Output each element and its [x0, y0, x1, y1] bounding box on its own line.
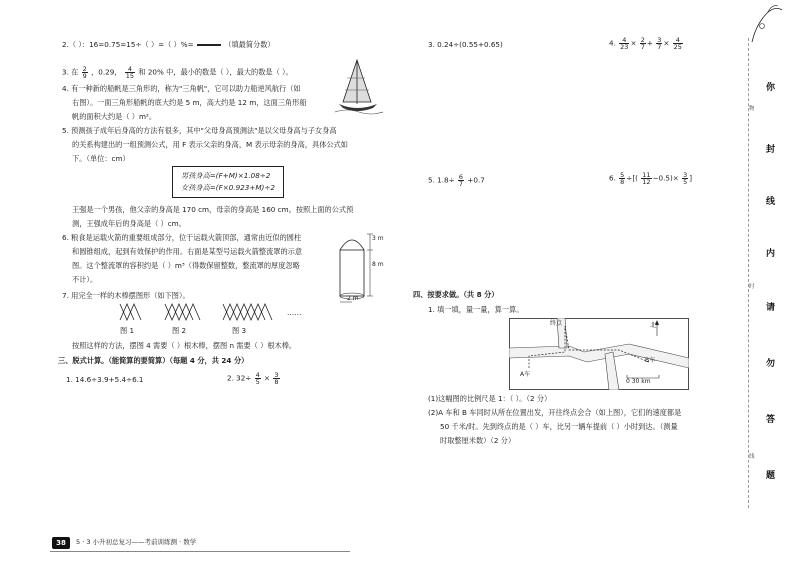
margin-char-6: 勿 — [766, 359, 776, 369]
dim-mid: 8 m — [372, 261, 384, 268]
fig3-label: 图 3 — [232, 326, 247, 335]
section4-heading: 四、按要求做。（共 8 分） — [413, 290, 499, 299]
margin-char-2: 封 — [766, 145, 776, 155]
fig1-label: 图 1 — [120, 326, 135, 335]
map-north-label: 北 — [650, 322, 657, 329]
calc4: 4. $\frac{4}{23}$ × $\frac{2}{7}$ + $\frac{3}{7}$ × $\frac{4}{25}$ — [609, 36, 682, 51]
margin-char-3: 线 — [766, 197, 776, 207]
girl-formula: 女孩身高=(F×0.923+M)÷2 — [181, 183, 275, 192]
q2: 2.（ ）：16=0.75=15÷（ ）=（ ）%= （填最简分数） — [62, 40, 275, 49]
q6-line4: 不计）。 — [72, 275, 98, 284]
calc6: 6. $\frac{5}{8}$ ÷[( $\frac{11}{12}$ −0.5)× $\frac{3}{5}$ ] — [609, 171, 693, 186]
sailboat-illustration — [335, 58, 383, 118]
map-scale-label: 0 30 km — [626, 378, 651, 385]
height-formula-box — [172, 166, 284, 198]
margin-small-2: 时 — [749, 284, 755, 290]
q4-line3: 帆的面积大约是（ ）m²。 — [72, 112, 157, 121]
s4-q2-line1: (2)A 车和 B 车同时从所在位置出发，开往终点会合（如上图），它们的速度都是 — [428, 408, 682, 417]
dim-top: 3 m — [372, 235, 384, 242]
map-end-label: 终点 — [550, 320, 563, 327]
figure-ellipsis: …… — [287, 308, 302, 317]
margin-char-1: 你 — [766, 83, 776, 93]
q5-line3: 下。（单位：cm） — [72, 154, 130, 163]
dim-bot: 2 m — [347, 295, 359, 302]
q7-line1: 7. 用完全一样的木棒摆图形（如下图）。 — [62, 291, 190, 300]
plant-ornament — [742, 4, 788, 44]
section3-heading: 三、脱式计算。（能简算的要简算）（每题 4 分，共 24 分） — [58, 356, 249, 365]
q6-line1: 6. 粮食是运载火箭的重要组成部分，位于运载火箭顶部，通常由近似的圆柱 — [62, 233, 302, 242]
footer-rule — [50, 551, 350, 552]
margin-char-7: 答 — [766, 415, 776, 425]
margin-char-8: 题 — [766, 471, 776, 481]
q5-line4: 王强是一个男孩，他父亲的身高是 170 cm，母亲的身高是 160 cm。按照上面的公式预 — [72, 205, 354, 214]
footer-text: 5 · 3 小升初总复习——考前训练测 · 数学 — [76, 538, 197, 546]
q7-line2: 按照这样的方法，摆图 4 需要（ ）根木棒，摆图 n 需要（ ）根木棒。 — [72, 341, 297, 350]
calc3: 3. 0.24÷(0.55+0.65) — [428, 40, 503, 49]
margin-small-1: 物 — [749, 106, 755, 112]
s4-q1: (1)这幅图的比例尺是 1：（ ）。（2 分） — [428, 394, 552, 403]
q5-line1: 5. 预测孩子成年后身高的方法有很多，其中"父母身高预测法"是以父母身高与子女身高 — [62, 126, 337, 135]
calc5: 5. 1.8÷ $\frac{6}{7}$ +0.7 — [428, 173, 485, 188]
stick-figures — [115, 300, 315, 328]
s4-q2-line3: 时取整厘米数）（2 分） — [440, 436, 516, 445]
map-a-label: A车 — [520, 371, 531, 378]
calc1: 1. 14.6÷3.9+5.4÷6.1 — [66, 375, 144, 384]
boy-formula: 男孩身高=(F+M)×1.08÷2 — [181, 171, 271, 180]
q3: 3. 在 $\frac{2}{9}$ ，0.29， $\frac{4}{15}$ 和 20% 中，最小的数是（ ），最大的数是（ ）。 — [62, 65, 293, 80]
q5-line2: 的关系构建出的一组预测公式，用 F 表示父亲的身高，M 表示母亲的身高，具体公式如 — [72, 140, 348, 149]
q4-line1: 4. 有一种新的船帆是三角形的，称为"三角帆"，它可以助力船逆风航行（如 — [62, 84, 301, 93]
map-b-label: B车 — [645, 357, 656, 364]
s4-line1: 1. 填一填，量一量，算一算。 — [428, 305, 524, 314]
q6-line2: 和圆锥组成，起到有效保护的作用。右面是某型号运载火箭整流罩的示意 — [72, 247, 303, 256]
margin-small-3: 线 — [749, 454, 755, 460]
fig2-label: 图 2 — [172, 326, 187, 335]
s4-q2-line2: 50 千米/时。先到终点的是（ ）车，比另一辆车提前（ ）小时到达。（测量 — [440, 422, 678, 431]
route-map — [509, 318, 689, 390]
margin-char-4: 内 — [766, 249, 776, 259]
q5-line5: 测，王强成年后的身高是（ ）cm。 — [72, 219, 186, 228]
calc2: 2. 32÷ $\frac{4}{5}$ × $\frac{3}{8}$ — [227, 371, 279, 386]
q6-line3: 图。这个整流罩的容积约是（ ）m³（得数保留整数，整流罩的厚度忽略 — [72, 261, 300, 270]
page-number: 38 — [52, 537, 70, 549]
margin-char-5: 请 — [766, 303, 776, 313]
q4-line2: 右图）。一面三角形船帆的底大约是 5 m，高大约是 12 m，这面三角形船 — [72, 98, 307, 107]
